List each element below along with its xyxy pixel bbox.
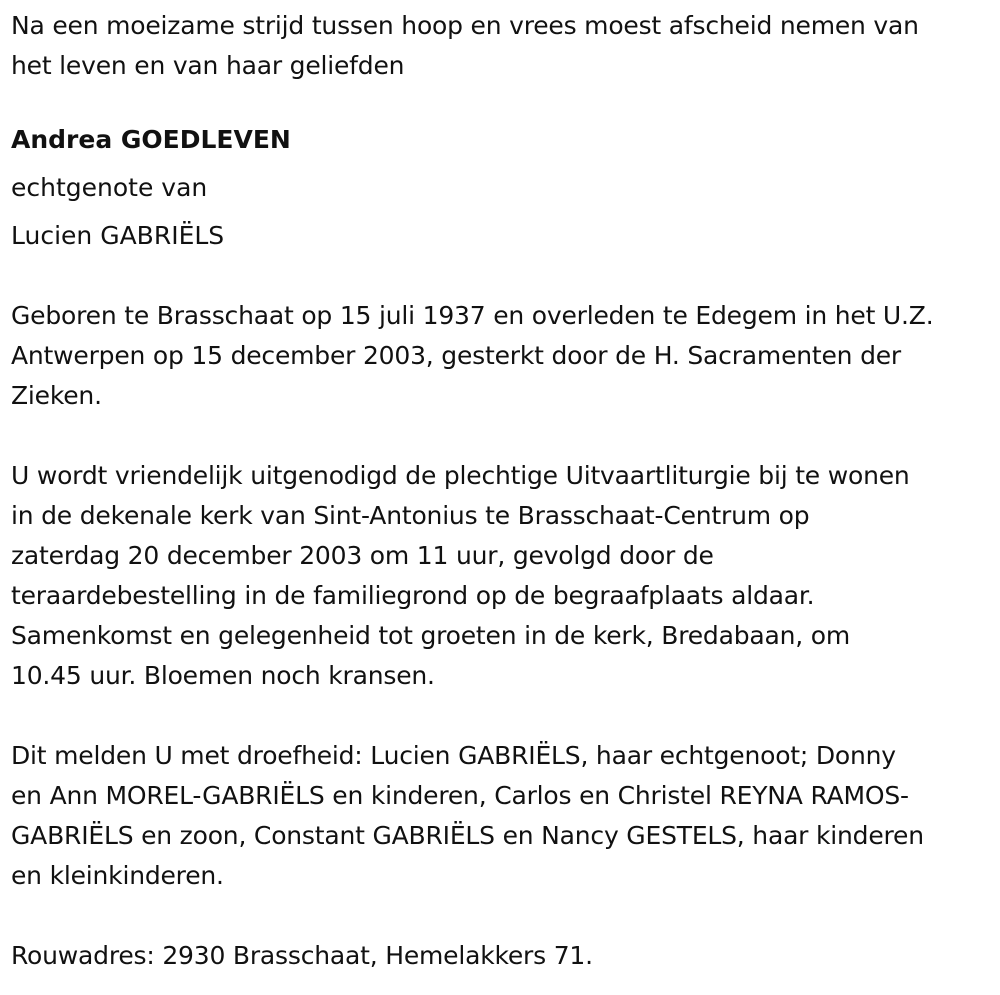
spouse-name: Lucien GABRIËLS — [11, 221, 225, 250]
spacer — [11, 696, 1000, 736]
address-text: Rouwadres: 2930 Brasschaat, Hemelakkers 71. — [11, 941, 593, 970]
birth-death-text: Geboren te Brasschaat op 15 juli 1937 en overleden te Edegem in het U.Z. Antwerpen op 15 december 2003, gesterkt door de H. Sacramenten der Zieken. — [11, 301, 934, 410]
spacer — [11, 896, 1000, 936]
relation-label: echtgenote van — [11, 173, 208, 202]
deceased-name: Andrea GOEDLEVEN — [11, 125, 291, 154]
invitation-text: U wordt vriendelijk uitgenodigd de plechtige Uitvaartliturgie bij te wonen in de dekenale kerk van Sint-Antonius te Brasschaat-Centrum op zaterdag 20 december 2003 om 11 uur, gevolgd door de teraardebestelling in de familiegrond op de begraafplaats aldaar. Samenkomst en gelegenheid tot groeten in de kerk, Bredabaan, om 10.45 uur. Bloemen noch kransen. — [11, 461, 910, 690]
intro-text: Na een moeizame strijd tussen hoop en vrees moest afscheid nemen van het leven en van haar geliefden — [11, 11, 919, 80]
announcement-text: Dit melden U met droefheid: Lucien GABRIËLS, haar echtgenoot; Donny en Ann MOREL-GABRIËLS en kinderen, Carlos en Christel REYNA RAMOS- GABRIËLS en zoon, Constant GABRIËLS en Nancy GESTELS, haar kinderen en kleinkinderen. — [11, 741, 924, 890]
spacer — [11, 260, 1000, 296]
spacer — [11, 416, 1000, 456]
spacer — [11, 86, 1000, 116]
